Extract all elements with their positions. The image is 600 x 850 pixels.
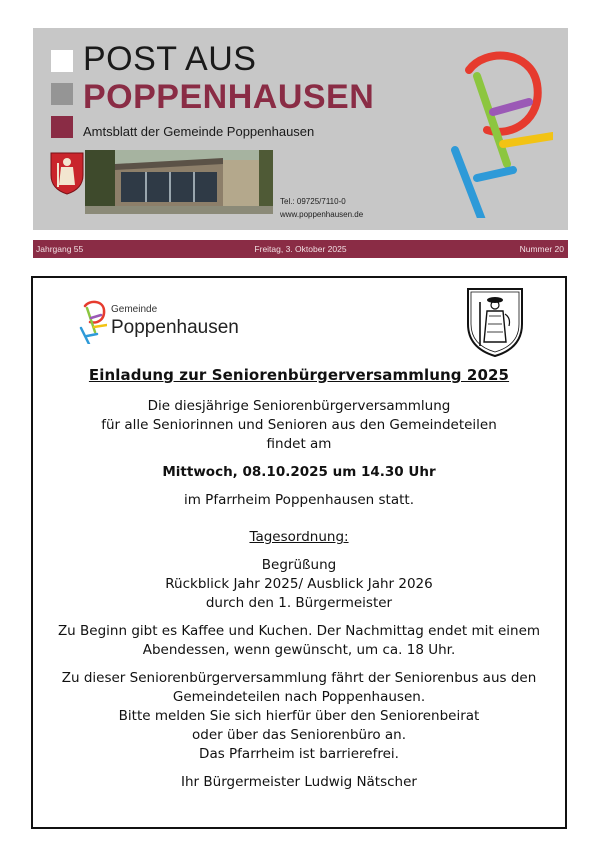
issue-volume: Jahrgang 55 xyxy=(36,244,84,254)
intro-line: Die diesjährige Seniorenbürgerversammlung xyxy=(147,398,451,414)
grey-square xyxy=(51,83,73,105)
masthead xyxy=(33,28,568,230)
agenda-heading: Tagesordnung: xyxy=(249,529,349,545)
gemeinde-logo xyxy=(77,298,267,350)
signature: Ihr Bürgermeister Ludwig Nätscher xyxy=(181,774,417,790)
coat-of-arms-icon xyxy=(49,151,85,195)
coffee-line: Zu Beginn gibt es Kaffee und Kuchen. Der Nachmittag endet mit einem xyxy=(57,623,541,639)
notice-heading: Einladung zur Seniorenbürgerversammlung 2025 xyxy=(88,366,510,384)
contact-web: www.poppenhausen.de xyxy=(280,210,364,219)
white-square xyxy=(51,50,73,72)
issue-number: Nummer 20 xyxy=(519,244,564,254)
building-photo xyxy=(85,150,273,214)
bus-line: oder über das Seniorenbüro an. xyxy=(191,727,407,743)
issue-info-bar xyxy=(33,240,568,258)
poppenhausen-p-logo-icon xyxy=(441,42,553,218)
agenda-item: Rückblick Jahr 2025/ Ausblick Jahr 2026 xyxy=(165,576,433,592)
logo-poppenhausen-text: Poppenhausen xyxy=(111,317,239,338)
red-square xyxy=(51,116,73,138)
event-date-time: Mittwoch, 08.10.2025 um 14.30 Uhr xyxy=(162,464,436,480)
notice-content xyxy=(33,366,565,792)
intro-line: findet am xyxy=(266,436,332,452)
issue-date: Freitag, 3. Oktober 2025 xyxy=(254,244,347,254)
agenda-item: durch den 1. Bürgermeister xyxy=(205,595,393,611)
masthead-title-line1: POST AUS xyxy=(83,40,257,78)
bus-line: Das Pfarrheim ist barrierefrei. xyxy=(199,746,399,762)
coffee-line: Abendessen, wenn gewünscht, um ca. 18 Uhr. xyxy=(142,642,456,658)
masthead-subtitle: Amtsblatt der Gemeinde Poppenhausen xyxy=(83,124,315,139)
agenda-item: Begrüßung xyxy=(261,557,337,573)
logo-gemeinde-text: Gemeinde xyxy=(111,304,158,315)
poppenhausen-p-logo-icon xyxy=(77,298,107,344)
bus-line: Zu dieser Seniorenbürgerversammlung fährt der Seniorenbus aus den xyxy=(61,670,537,686)
contact-info xyxy=(280,195,363,221)
bus-line: Gemeindeteilen nach Poppenhausen. xyxy=(172,689,426,705)
coat-of-arms-icon xyxy=(465,286,525,358)
notice-frame xyxy=(31,276,567,829)
event-location: im Pfarrheim Poppenhausen statt. xyxy=(183,492,414,508)
masthead-title-line2: POPPENHAUSEN xyxy=(83,78,375,116)
contact-tel: Tel.: 09725/7110-0 xyxy=(280,197,346,206)
bus-line: Bitte melden Sie sich hierfür über den Seniorenbeirat xyxy=(118,708,480,724)
intro-line: für alle Seniorinnen und Senioren aus den Gemeindeteilen xyxy=(101,417,497,433)
